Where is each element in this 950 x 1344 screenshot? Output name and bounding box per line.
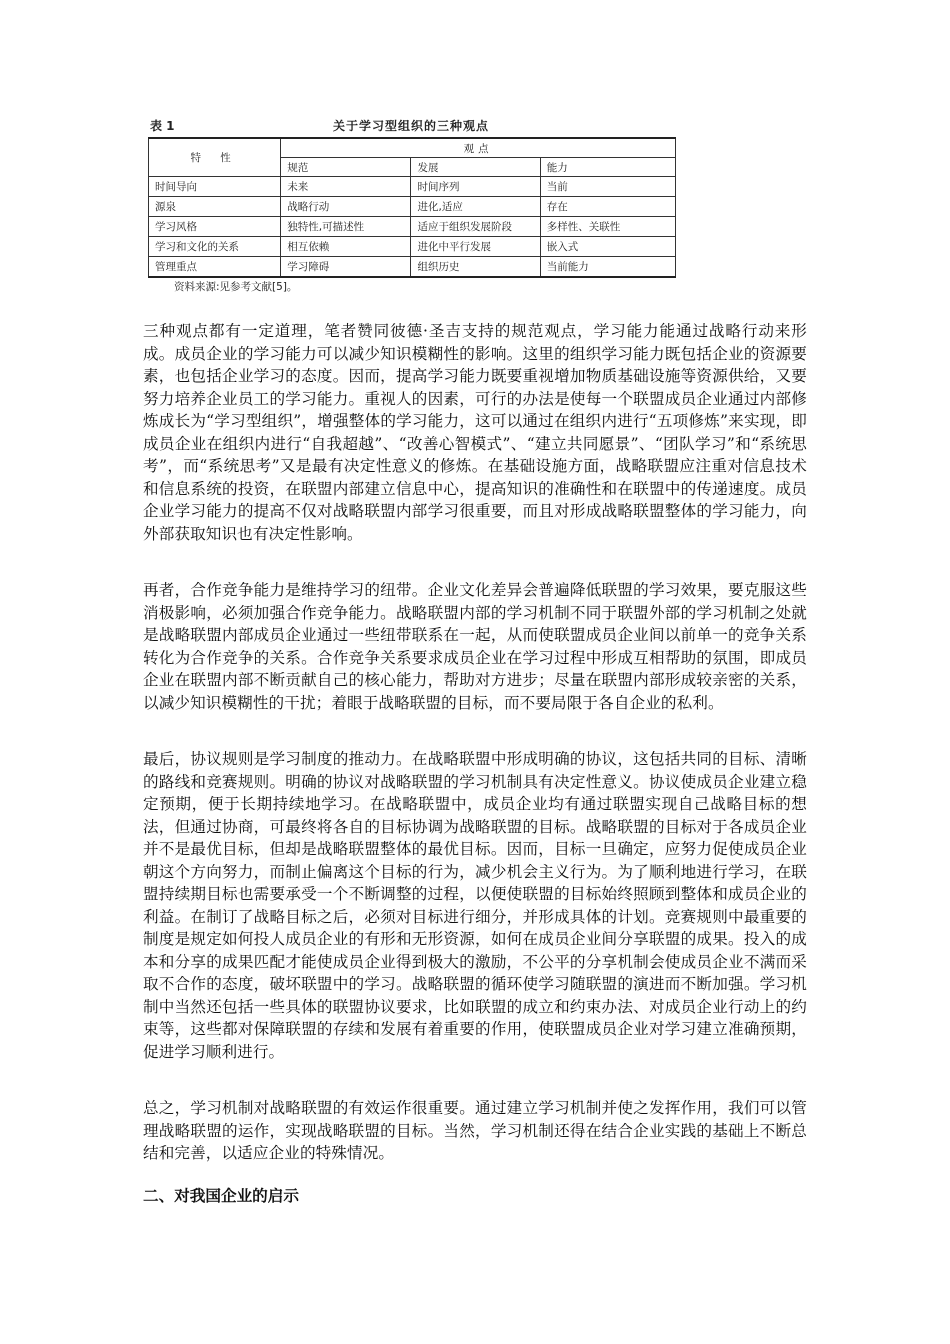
table-label: 表 1 [150,119,175,133]
table-row [149,257,676,278]
table-row [149,217,676,237]
section-heading: 二、对我国企业的启示 [143,1187,299,1205]
table-cell: 相互依赖 [281,237,411,257]
column-header: 规范 [281,158,411,177]
table-cell: 组织历史 [411,257,540,278]
table-cell: 独特性,可描述性 [281,217,411,237]
viewpoint-header-cell: 观点 [281,138,676,158]
table-cell: 时间序列 [411,177,540,197]
column-header: 能力 [540,158,675,177]
table-cell: 未来 [281,177,411,197]
row-feature-cell: 学习风格 [149,217,281,237]
body-paragraph: 三种观点都有一定道理，笔者赞同彼德·圣吉支持的规范观点，学习能力能通过战略行动来形成。成员企业的学习能力可以减少知识模糊性的影响。这里的组织学习能力既包括企业的资源要素，也包括企业学习的态度。因而，提高学习能力既要重视增加物质基础设施等资源供给，又要努力培养企业员工的学习能力。重视人的因素，可行的办法是使每一个联盟成员企业通过内部修炼成长为“学习型组织”，增强整体的学习能力，这可以通过在组织内进行“五项修炼”来实现，即成员企业在组织内进行“自我超越”、“改善心智模式”、“建立共同愿景”、“团队学习”和“系统思考”，而“系统思考”又是最有决定性意义的修炼。在基础设施方面，战略联盟应注重对信息技术和信息系统的投资，在联盟内部建立信息中心，提高知识的准确性和在联盟中的传递速度。成员企业学习能力的提高不仅对战略联盟内部学习很重要，而且对形成战略联盟整体的学习能力，向外部获取知识也有决定性影响。 [143,322,807,543]
table-title: 关于学习型组织的三种观点 [333,119,490,133]
table-cell: 多样性、关联性 [540,217,675,237]
row-feature-cell: 时间导向 [149,177,281,197]
body-paragraph: 总之，学习机制对战略联盟的有效运作很重要。通过建立学习机制并使之发挥作用，我们可以管理战略联盟的运作，实现战略联盟的目标。当然，学习机制还得在结合企业实践的基础上不断总结和完善，以适应企业的特殊情况。 [143,1099,807,1162]
table-source-note: 资料来源:见参考文献[5]。 [174,281,298,293]
row-feature-cell: 源泉 [149,197,281,217]
body-paragraph: 再者，合作竞争能力是维持学习的纽带。企业文化差异会普遍降低联盟的学习效果，要克服这些消极影响，必须加强合作竞争能力。战略联盟内部的学习机制不同于联盟外部的学习机制之处就是战略联盟内部成员企业通过一些纽带联系在一起，从而使联盟成员企业间以前单一的竞争关系转化为合作竞争的关系。合作竞争关系要求成员企业在学习过程中形成互相帮助的氛围，即成员企业在联盟内部不断贡献自己的核心能力，帮助对方进步；尽量在联盟内部形成较亲密的关系，以减少知识模糊性的干扰；着眼于战略联盟的目标，而不要局限于各自企业的私利。 [143,581,807,712]
table-cell: 当前能力 [540,257,675,278]
viewpoints-table [148,137,676,278]
table-row [149,237,676,257]
table-row [149,177,676,197]
table-cell: 进化,适应 [411,197,540,217]
table-cell: 进化中平行发展 [411,237,540,257]
body-paragraph: 最后，协议规则是学习制度的推动力。在战略联盟中形成明确的协议，这包括共同的目标、清晰的路线和竞赛规则。明确的协议对战略联盟的学习机制具有决定性意义。协议使成员企业建立稳定预期，便于长期持续地学习。在战略联盟中，成员企业均有通过联盟实现自己战略目标的想法，但通过协商，可最终将各自的目标协调为战略联盟的目标。战略联盟的目标对于各成员企业并不是最优目标，但却是战略联盟整体的最优目标。因而，目标一旦确定，应努力促使成员企业朝这个方向努力，而制止偏离这个目标的行为，减少机会主义行为。为了顺利地进行学习，在联盟持续期目标也需要承受一个不断调整的过程，以便使联盟的目标始终照顾到整体和成员企业的利益。在制订了战略目标之后，必须对目标进行细分，并形成具体的计划。竞赛规则中最重要的制度是规定如何投人成员企业的有形和无形资源，如何在成员企业间分享联盟的成果。投入的成本和分享的成果匹配才能使成员企业得到极大的激励，不公平的分享机制会使成员企业不满而采取不合作的态度，破坏联盟中的学习。战略联盟的循环使学习随联盟的演进而不断加强。学习机制中当然还包括一些具体的联盟协议要求，比如联盟的成立和约束办法、对成员企业行动上的约束等，这些都对保障联盟的存续和发展有着重要的作用，使联盟成员企业对学习建立准确预期，促进学习顺利进行。 [143,750,807,1061]
table-cell: 存在 [540,197,675,217]
feature-header-cell: 特 性 [149,138,281,177]
table-cell: 嵌入式 [540,237,675,257]
row-feature-cell: 学习和文化的关系 [149,237,281,257]
column-header: 发展 [411,158,540,177]
table-cell: 学习障碍 [281,257,411,278]
table-cell: 适应于组织发展阶段 [411,217,540,237]
table-cell: 当前 [540,177,675,197]
table-cell: 战略行动 [281,197,411,217]
table-row [149,197,676,217]
row-feature-cell: 管理重点 [149,257,281,278]
table-caption [150,117,675,137]
